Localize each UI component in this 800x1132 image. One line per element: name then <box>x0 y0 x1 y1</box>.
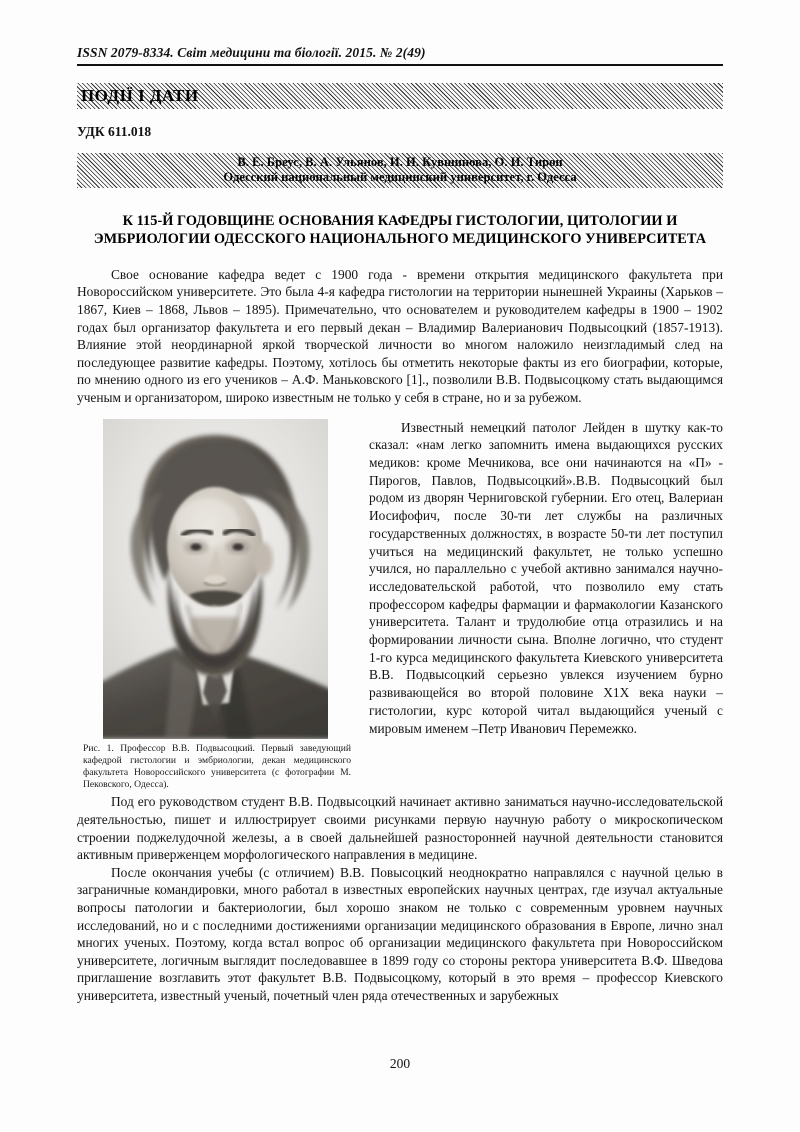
figure-caption: Рис. 1. Профессор В.В. Подвысоцкий. Первый заведующий кафедрой гистологии и эмбриологии, декан медицинского факультета Новороссийского университета (с фотографии М. Пековского, Одесса). <box>83 742 351 791</box>
authors-band <box>77 153 723 188</box>
section-bar-label: ПОДІЇ І ДАТИ <box>81 86 199 106</box>
article-title: К 115-Й ГОДОВЩИНЕ ОСНОВАНИЯ КАФЕДРЫ ГИСТОЛОГИИ, ЦИТОЛОГИИ И ЭМБРИОЛОГИИ ОДЕССКОГО НАЦИОНАЛЬНОГО МЕДИЦИНСКОГО УНИВЕРСИТЕТА <box>93 212 707 248</box>
authors-names: В. Е. Бреус, В. А. Ульянов, И. И. Кувшинова, О. И. Тирон <box>237 154 563 169</box>
section-bar <box>77 83 723 109</box>
lead-paragraph-block <box>77 266 723 407</box>
page-content <box>77 46 723 1005</box>
page-number: 200 <box>389 1056 411 1071</box>
udc-code: УДК 611.018 <box>77 123 152 139</box>
paragraph-1: Свое основание кафедра ведет с 1900 года - времени открытия медицинского факультета при Новороссийском университете. Это была 4-я кафедра гистологии на территории нынешней Украины (Харьков – 1867, Киев – 1868, Львов – 1895). Примечательно, что основателем и руководителем кафедры в 1900 – 1902 годах был организатор факультета и его первый декан – Владимир Валерианович Подвысоцкий (1857-1913). Влияние этой неординарной яркой творческой личности во многом наложило неизгладимый след на последующее развитие кафедры. Поэтому, хотілось бы отметить некоторые факты из его биографии, которые, по мнению одного из его учеников – А.Ф. Маньковского [1]., позволили В.В. Подвысоцкому стать выдающимся ученым и организатором, широко известным не только у себя в стране, но и за рубежом. <box>77 266 723 405</box>
portrait-photograph <box>103 419 328 739</box>
paragraph-4: После окончания учебы (с отличием) В.В. Повысоцкий неоднократно направлялся с научной целью в заграничные командировки, много работал в известных европейских научных центрах, где изучал актуальные вопросы патологии и бактериологии, был хорошо знаком не только с современным уровнем научных исследований, но и с последними достижениями организации медицинского образования в Европе, лично знал многих ученых. Поэтому, когда встал вопрос об организации медицинского факультета при Новороссийском университете, логичным выглядит последовавшее в 1899 году со стороны ректора университета В.Ф. Шведова приглашение возглавить этот факультет В.В. Подвысоцкому, который в это время – профессор Киевского университета, известный ученый, почетный член ряда отечественных и зарубежных <box>77 864 723 1003</box>
running-head: ISSN 2079-8334. Світ медицини та біології. 2015. № 2(49) <box>77 45 426 60</box>
figure-with-text-wrap <box>77 419 723 794</box>
paragraph-3: Под его руководством студент В.В. Подвысоцкий начинает активно заниматься научно-исследовательской деятельностью, пишет и иллюстрирует своими рисунками первую научную работу о микроскопическом строении поджелудочной железы, а в своей дальнейшей разносторонней научной деятельности становится активным приверженцем морфологического направления в медицине. <box>77 794 723 863</box>
figure-block <box>77 419 353 792</box>
running-head-rule <box>77 64 723 66</box>
authors-affiliation: Одесский национальный медицинский университет, г. Одесса <box>223 169 577 184</box>
paragraph-2: Известный немецкий патолог Лейден в шутку как-то сказал: «нам легко запомнить имена выдающихся русских медиков: кроме Мечникова, все они начинаются на «П» - Пирогов, Павлов, Подвысоцкий».В.В. Подвысоцкий был родом из дворян Черниговской губернии. Его отец, Валериан Иосифофич, после 30-ти лет службы на различных государственных должностях, в возрасте 50-ти лет поступил учиться на медицинский факультет, не только успешно учился, но параллельно с учебой активно занимался научно-исследовательской работой, что позволило ему стать профессором кафедры фармации и фармакологии Казанского университета. Талант и трудолюбие отца отразились и на формировании личности сына. Вполне логично, что студент 1-го курса медицинского факультета Киевского университета В.В. Подвысоцкий серьезно увлекся изучением бурно развивающейся во второй половине Х1Х века науки – гистологии, курс которой читал выдающийся ученый с мировым именем –Петр Иванович Перемежко. <box>369 419 723 736</box>
